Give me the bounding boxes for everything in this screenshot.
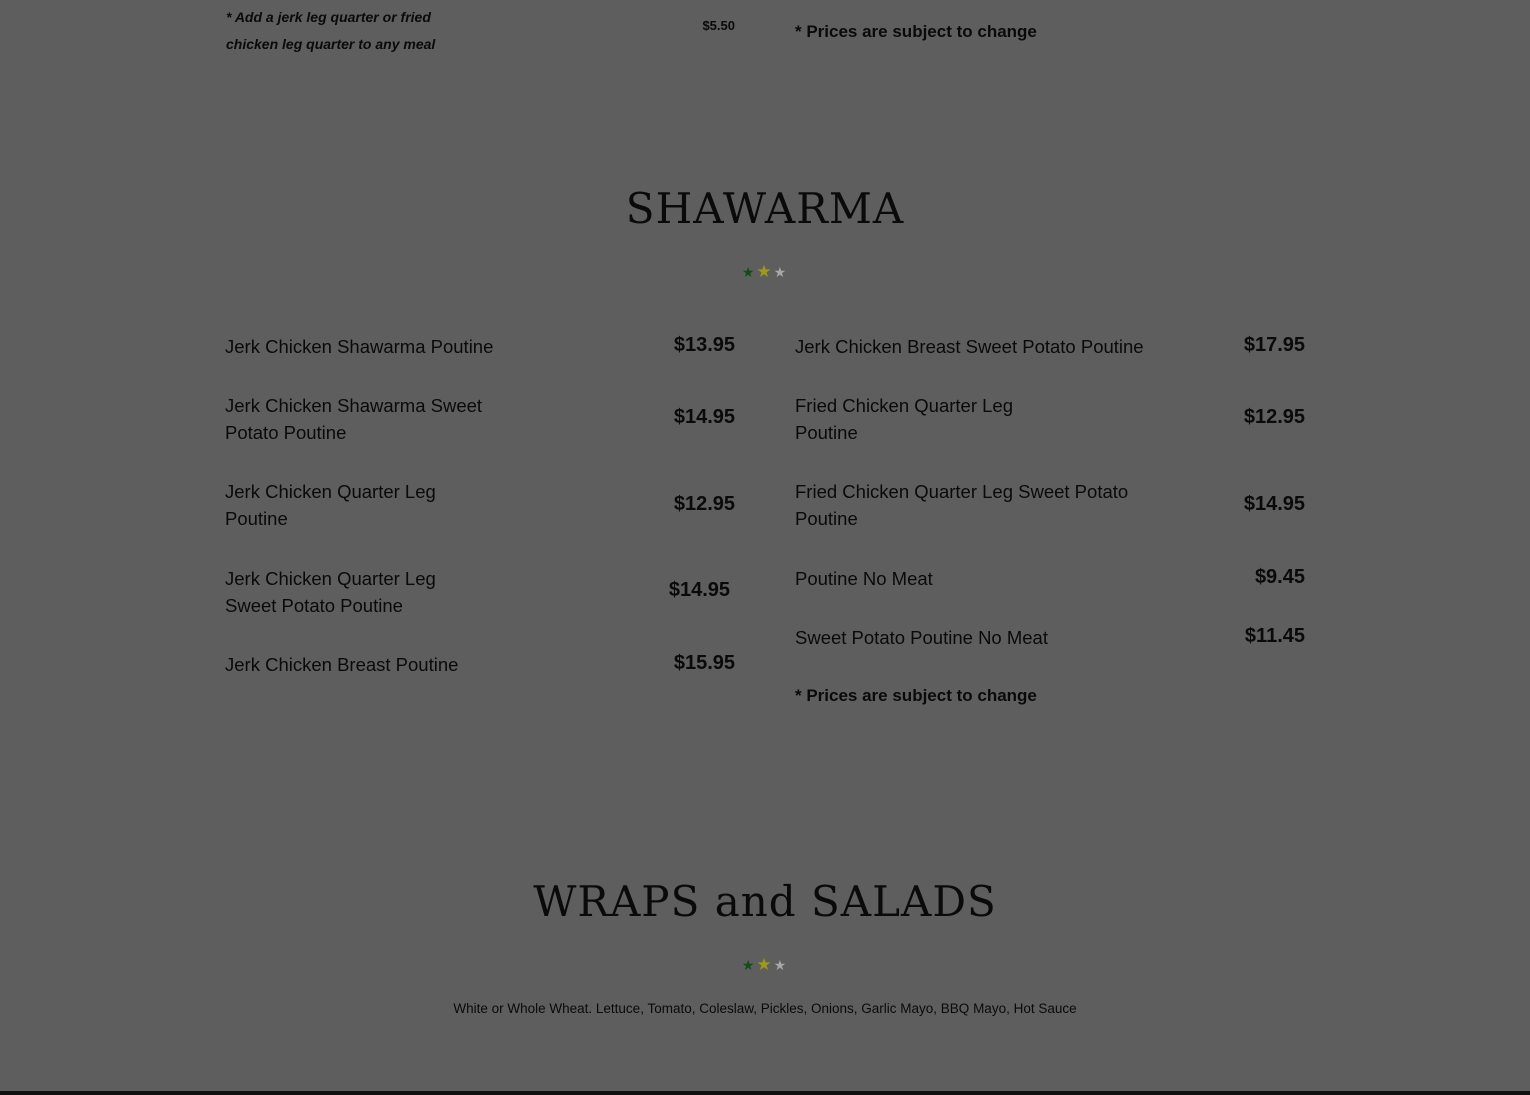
menu-item-name: Fried Chicken Quarter Leg Sweet Potato Poutine [795, 481, 1129, 529]
section-divider [0, 1091, 1530, 1095]
menu-item-name: Poutine No Meat [795, 568, 933, 589]
star-icon: ★ [741, 957, 757, 973]
menu-item-price: $12.95 [1243, 406, 1305, 428]
addon-note: * Add a jerk leg quarter or fried chicken leg quarter to any meal [226, 9, 436, 52]
menu-item-price: $15.95 [673, 652, 735, 674]
menu-item-name: Fried Chicken Quarter Leg Poutine [795, 395, 1013, 443]
menu-item-price: $14.95 [668, 579, 730, 601]
star-divider-wraps [0, 955, 1530, 975]
menu-item-price: $12.95 [673, 493, 735, 515]
section-title-wraps-salads: WRAPS and SALADS [533, 877, 997, 926]
menu-item-price: $17.95 [1243, 334, 1305, 356]
star-icon: ★ [756, 955, 774, 974]
wraps-description: White or Whole Wheat. Lettuce, Tomato, Coleslaw, Pickles, Onions, Garlic Mayo, BBQ Mayo, Hot Sauce [453, 1001, 1077, 1016]
prices-note-top: * Prices are subject to change [795, 22, 1037, 41]
menu-item-name: Jerk Chicken Quarter Leg Poutine [225, 481, 436, 529]
star-icon: ★ [773, 264, 789, 280]
menu-item-name: Jerk Chicken Shawarma Poutine [225, 336, 494, 357]
star-icon: ★ [773, 957, 789, 973]
menu-item-name: Jerk Chicken Shawarma Sweet Potato Poutine [225, 395, 483, 443]
prices-note-shawarma: * Prices are subject to change [795, 686, 1037, 705]
menu-item-name: Jerk Chicken Breast Poutine [225, 654, 459, 675]
menu-item-name: Sweet Potato Poutine No Meat [795, 627, 1048, 648]
addon-price: $5.50 [702, 18, 735, 33]
star-icon: ★ [756, 262, 774, 281]
star-icon: ★ [741, 264, 757, 280]
menu-item-price: $11.45 [1244, 625, 1305, 647]
section-title-shawarma: SHAWARMA [625, 184, 905, 233]
menu-item-price: $9.45 [1254, 566, 1305, 588]
menu-item-price: $13.95 [673, 334, 735, 356]
menu-item-name: Jerk Chicken Breast Sweet Potato Poutine [795, 336, 1144, 357]
menu-item-price: $14.95 [1243, 493, 1305, 515]
star-divider-shawarma [0, 262, 1530, 282]
menu-item-name: Jerk Chicken Quarter Leg Sweet Potato Poutine [225, 568, 436, 616]
menu-item-price: $14.95 [673, 406, 735, 428]
